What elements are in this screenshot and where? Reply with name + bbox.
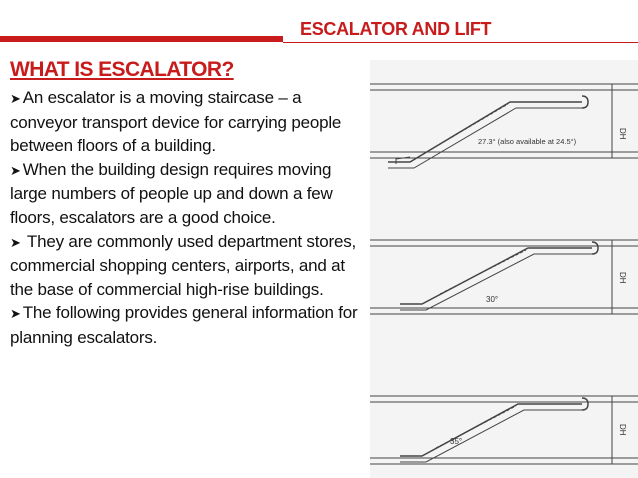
header-accent-bar [0,36,283,42]
header-rule [283,42,638,43]
bullet-item [10,301,370,349]
height-label: DH [618,424,627,436]
bullet-list [10,86,370,350]
section-heading: WHAT IS ESCALATOR? [10,58,234,81]
slide-title: ESCALATOR AND LIFT [300,19,492,39]
angle-label: 35° [450,437,463,446]
height-label: DH [618,128,627,140]
bullet-text: The following provides general information for planning escalators. [10,303,358,347]
angle-label: 30° [486,295,499,304]
angle-label: 27.3° (also available at 24.5°) [478,137,577,146]
bullet-item [10,230,370,302]
escalator-diagrams [370,60,638,478]
bullet-item [10,158,370,230]
bullet-text: An escalator is a moving staircase – a conveyor transport device for carrying people between floors of a building. [10,88,342,156]
height-label: DH [618,272,627,284]
arrow-bullet-icon: ➤ [10,162,21,178]
bullet-text: When the building design requires moving large numbers of people up and down a few floors, escalators are a good choice. [10,159,333,227]
arrow-bullet-icon: ➤ [10,91,21,106]
arrow-bullet-icon: ➤ [10,306,21,322]
bullet-text: They are commonly used department stores, commercial shopping centers, airports, and at the base of commercial high-rise buildings. [10,231,357,299]
arrow-bullet-icon: ➤ [10,234,21,250]
bullet-item [10,86,370,158]
